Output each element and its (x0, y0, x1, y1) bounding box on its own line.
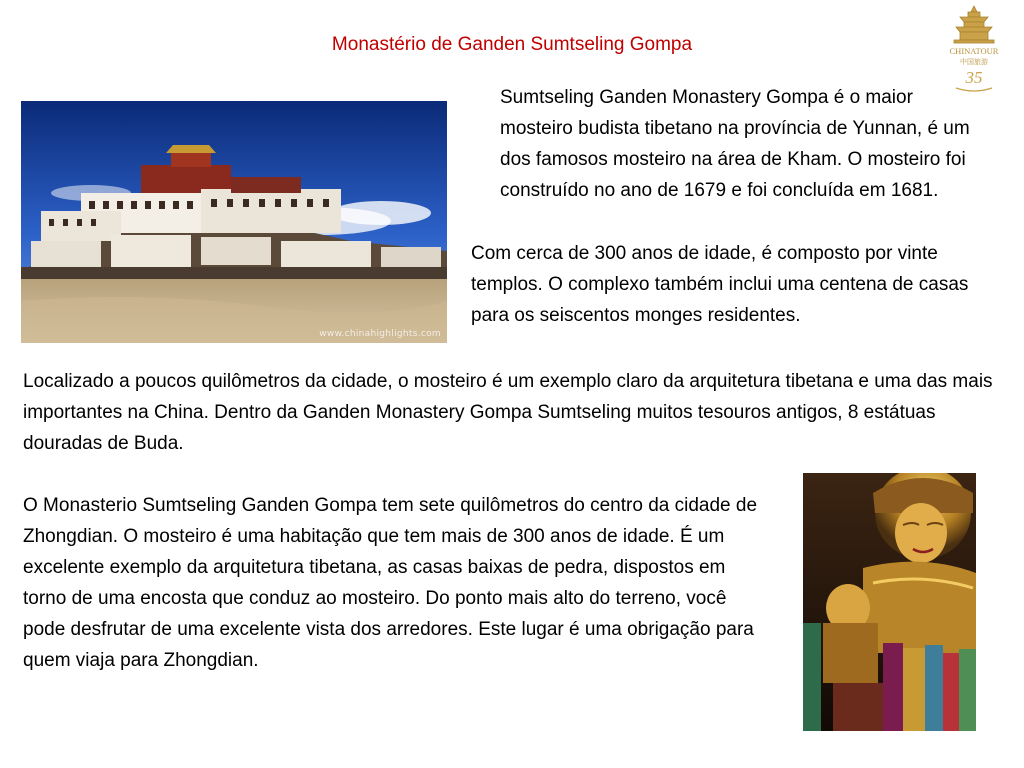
logo-text-top: CHINATOUR (949, 46, 999, 56)
buddha-statue-photo (803, 473, 976, 731)
intro-paragraph: Sumtseling Ganden Monastery Gompa é o maior mosteiro budista tibetano na província de Yunnan, é um dos famosos mosteiro na área de Kham. O mosteiro foi construído no ano de 1679 e foi concluída em 1681. (500, 87, 970, 201)
details-paragraph: O Monasterio Sumtseling Ganden Gompa tem sete quilômetros do centro da cidade de Zhongdian. O mosteiro é uma habitação que tem mais de 300 anos de idade. É um excelente exemplo da arquitetura tibetana, as casas baixas de pedra, dispostos em torno de uma encosta que conduz ao mosteiro. Do ponto mais alto do terreno, você pode desfrutar de uma excelente vista dos arredores. Este lugar é uma obrigação para quem viaja para Zhongdian. (23, 495, 758, 671)
slide-title: Monastério de Ganden Sumtseling Gompa (331, 34, 693, 55)
location-paragraph: Localizado a poucos quilômetros da cidade, o mosteiro é um exemplo claro da arquitetura tibetana e uma das mais importantes na China. Dentro da Ganden Monastery Gompa Sumtseling muitos tesouros antigos, 8 estátuas douradas de Buda. (23, 371, 993, 454)
logo-number: 35 (965, 68, 983, 87)
photo-watermark: www.chinahighlights.com (319, 329, 441, 339)
temples-paragraph: Com cerca de 300 anos de idade, é composto por vinte templos. O complexo também inclui uma centena de casas para os seiscentos monges residentes. (471, 243, 969, 326)
logo-text-mid: 中国旅游 (960, 58, 988, 66)
monastery-photo (21, 101, 447, 343)
